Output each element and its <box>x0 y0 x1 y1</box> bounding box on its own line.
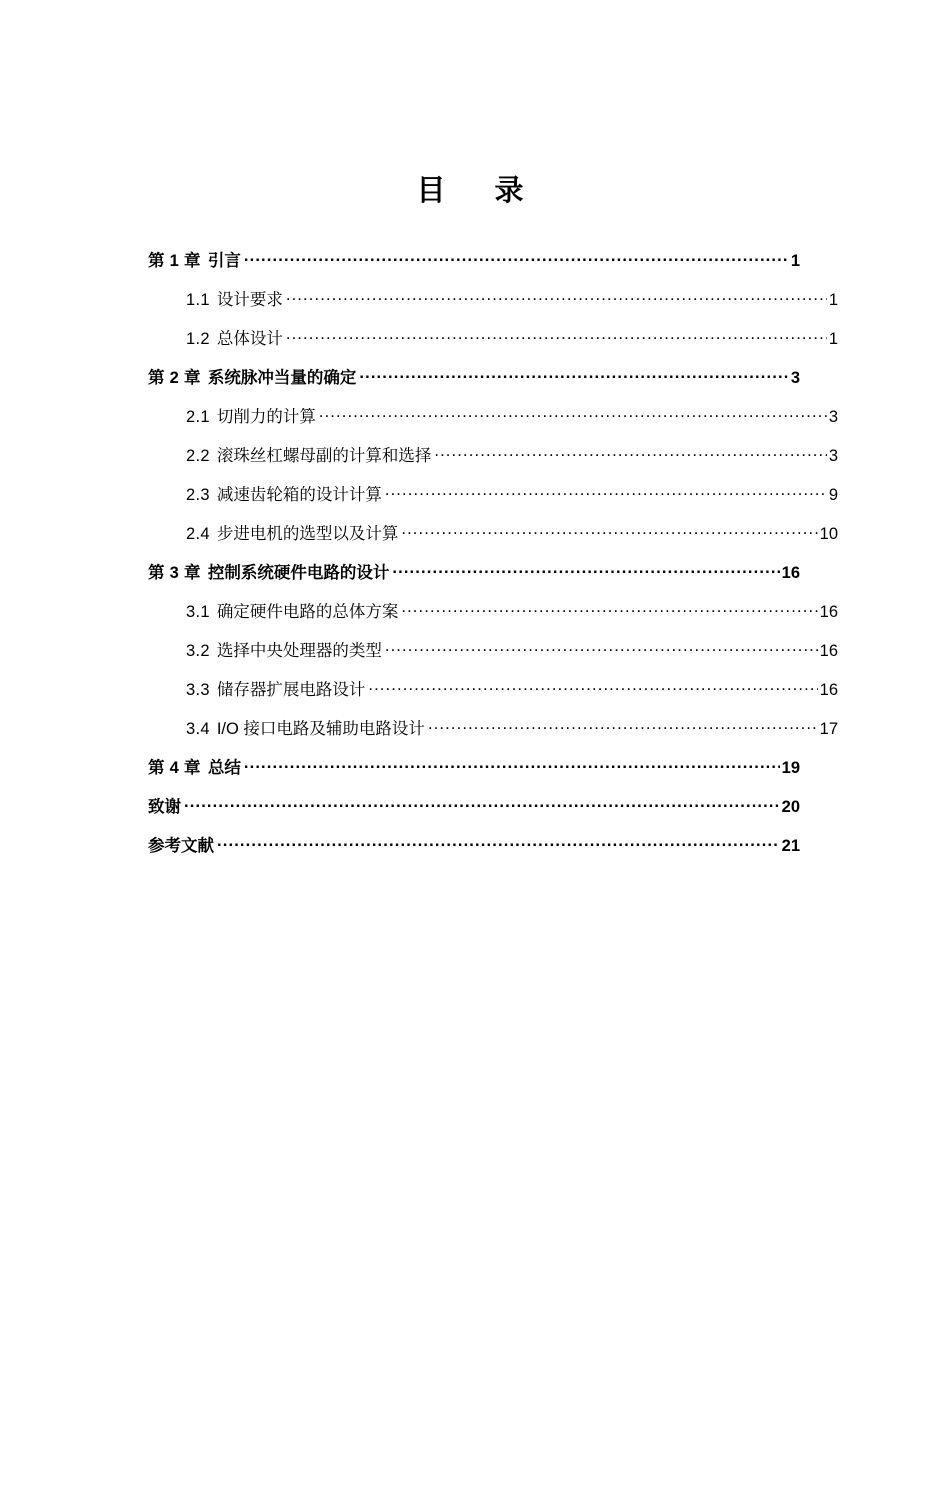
toc-entry[interactable] <box>148 717 838 737</box>
toc-entry-text: 引言 <box>207 251 241 270</box>
toc-leader-dots <box>368 678 817 695</box>
toc-entry-text: 设计要求 <box>216 290 283 309</box>
toc-entry-text: 致谢 <box>148 797 181 816</box>
toc-entry[interactable] <box>148 600 838 620</box>
toc-entry-text: 滚珠丝杠螺母副的计算和选择 <box>216 446 432 465</box>
page-title: 目 录 <box>416 175 534 207</box>
toc-entry[interactable] <box>148 522 838 542</box>
toc-leader-dots <box>286 327 827 344</box>
toc-entry[interactable] <box>148 795 800 815</box>
toc-entry-page-number: 19 <box>781 758 800 777</box>
toc-entry-text: 确定硬件电路的总体方案 <box>216 602 399 621</box>
toc-entry-label <box>186 604 400 621</box>
toc-entry[interactable] <box>148 834 800 854</box>
toc-leader-dots <box>385 639 818 656</box>
toc-entry-page-number: 3 <box>790 368 800 387</box>
toc-entry[interactable] <box>148 639 838 659</box>
table-of-contents <box>0 249 950 854</box>
toc-entry-number: 第 3 章 <box>148 563 201 582</box>
toc-entry-label <box>148 799 183 816</box>
toc-leader-dots <box>428 717 818 734</box>
toc-leader-dots <box>385 483 827 500</box>
toc-entry-page-number: 1 <box>828 329 838 348</box>
toc-leader-dots <box>319 405 827 422</box>
toc-entry-page-number: 21 <box>781 836 800 855</box>
toc-entry-label <box>148 838 216 855</box>
toc-entry-page-number: 3 <box>828 446 838 465</box>
toc-entry-label <box>186 682 367 699</box>
toc-entry-text: 步进电机的选型以及计算 <box>216 524 399 543</box>
toc-entry-label <box>148 565 391 582</box>
toc-leader-dots <box>244 756 780 773</box>
toc-entry-number: 1.1 <box>186 290 210 309</box>
toc-entry-number: 3.2 <box>186 641 210 660</box>
toc-entry-page-number: 1 <box>790 251 800 270</box>
toc-entry-number: 3.4 <box>186 719 210 738</box>
toc-entry-text: 切削力的计算 <box>216 407 316 426</box>
toc-entry-label <box>186 292 285 309</box>
toc-entry-label <box>186 409 318 426</box>
toc-entry-number: 3.1 <box>186 602 210 621</box>
toc-entry-number: 2.3 <box>186 485 210 504</box>
toc-entry[interactable] <box>148 249 800 269</box>
toc-entry-page-number: 16 <box>781 563 800 582</box>
toc-leader-dots <box>434 444 826 461</box>
toc-entry-page-number: 16 <box>819 641 838 660</box>
toc-entry-page-number: 9 <box>828 485 838 504</box>
toc-entry-label <box>186 721 427 738</box>
toc-leader-dots <box>184 795 780 812</box>
toc-entry-text: 控制系统硬件电路的设计 <box>207 563 390 582</box>
toc-entry[interactable] <box>148 405 838 425</box>
toc-entry-text: I/O 接口电路及辅助电路设计 <box>216 719 425 738</box>
toc-entry-text: 系统脉冲当量的确定 <box>207 368 357 387</box>
toc-entry-label <box>186 331 285 348</box>
toc-entry-page-number: 20 <box>781 797 800 816</box>
toc-entry-label <box>186 487 384 504</box>
toc-leader-dots <box>359 366 788 383</box>
toc-entry-text: 总结 <box>207 758 241 777</box>
toc-entry-number: 2.4 <box>186 524 210 543</box>
toc-leader-dots <box>217 834 780 851</box>
toc-entry[interactable] <box>148 483 838 503</box>
toc-entry-page-number: 3 <box>828 407 838 426</box>
toc-entry-text: 选择中央处理器的类型 <box>216 641 382 660</box>
toc-entry-page-number: 16 <box>819 680 838 699</box>
toc-entry-text: 减速齿轮箱的设计计算 <box>216 485 382 504</box>
toc-leader-dots <box>401 522 817 539</box>
toc-leader-dots <box>244 249 789 266</box>
toc-entry-number: 3.3 <box>186 680 210 699</box>
toc-entry-label <box>186 643 384 660</box>
toc-entry[interactable] <box>148 756 800 776</box>
toc-entry-label <box>186 526 400 543</box>
toc-entry-label <box>148 760 243 777</box>
toc-entry-number: 2.1 <box>186 407 210 426</box>
toc-entry-number: 第 2 章 <box>148 368 201 387</box>
document-page <box>0 168 950 1512</box>
toc-entry-page-number: 17 <box>819 719 838 738</box>
toc-leader-dots <box>401 600 817 617</box>
toc-entry-text: 参考文献 <box>148 836 214 855</box>
toc-entry-label <box>148 370 358 387</box>
toc-entry-number: 第 1 章 <box>148 251 201 270</box>
toc-entry-number: 2.2 <box>186 446 210 465</box>
toc-entry[interactable] <box>148 561 800 581</box>
toc-entry[interactable] <box>148 327 838 347</box>
toc-entry-number: 1.2 <box>186 329 210 348</box>
toc-entry[interactable] <box>148 366 800 386</box>
toc-entry-page-number: 10 <box>819 524 838 543</box>
toc-entry-label <box>186 448 433 465</box>
toc-entry-page-number: 16 <box>819 602 838 621</box>
toc-entry-label <box>148 253 243 270</box>
toc-entry-page-number: 1 <box>828 290 838 309</box>
toc-leader-dots <box>286 288 827 305</box>
toc-entry[interactable] <box>148 444 838 464</box>
toc-entry[interactable] <box>148 288 838 308</box>
toc-entry-number: 第 4 章 <box>148 758 201 777</box>
toc-leader-dots <box>392 561 779 578</box>
toc-entry-text: 储存器扩展电路设计 <box>216 680 366 699</box>
toc-entry[interactable] <box>148 678 838 698</box>
toc-entry-text: 总体设计 <box>216 329 283 348</box>
